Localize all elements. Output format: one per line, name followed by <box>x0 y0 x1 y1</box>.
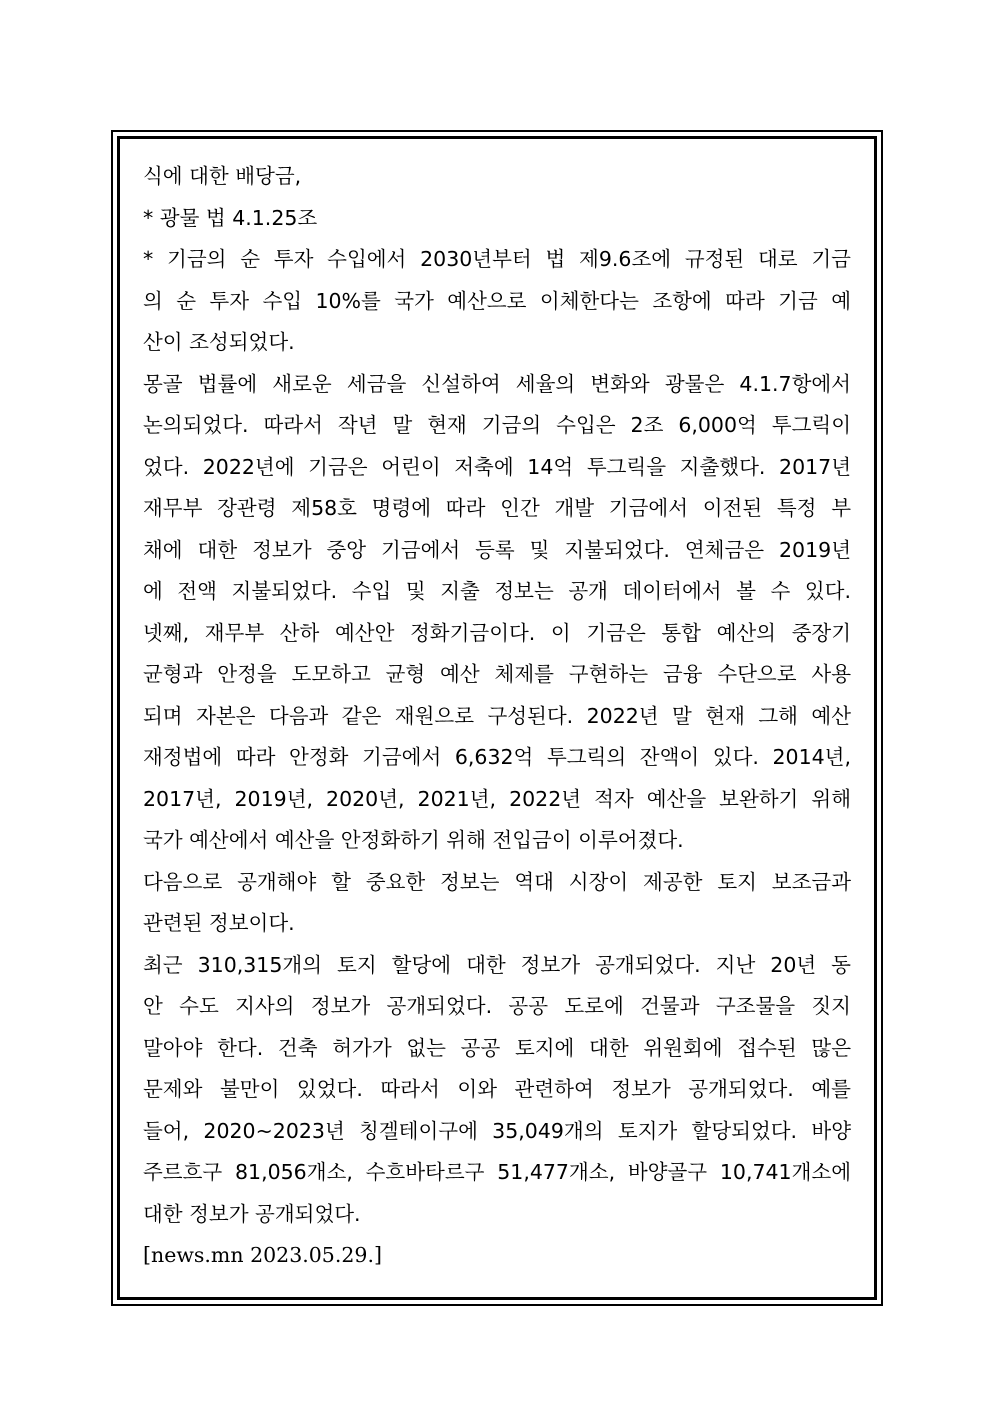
text-line: 의 순 투자 수입 10%를 국가 예산으로 이체한다는 조항에 따라 기금 예 <box>143 288 851 313</box>
text-line: * 광물 법 4.1.25조 <box>143 205 318 230</box>
source-citation: [news.mn 2023.05.29.] <box>143 1243 382 1267</box>
text-line: 넷째, 재무부 산하 예산안 정화기금이다. 이 기금은 통합 예산의 중장기 <box>143 620 851 645</box>
text-line: 균형과 안정을 도모하고 균형 예산 체제를 구현하는 금융 수단으로 사용 <box>143 662 851 686</box>
text-line: * 기금의 순 투자 수입에서 2030년부터 법 제9.6조에 규정된 대로 기금 <box>143 247 851 271</box>
document-body <box>143 156 851 1277</box>
text-line: 다음으로 공개해야 할 중요한 정보는 역대 시장이 제공한 토지 보조금과 <box>143 869 851 894</box>
text-line: 채에 대한 정보가 중앙 기금에서 등록 및 지불되었다. 연체금은 2019년 <box>143 537 851 562</box>
text-line: 되며 자본은 다음과 같은 재원으로 구성된다. 2022년 말 현재 그해 예산 <box>143 703 851 728</box>
text-line: 몽골 법률에 새로운 세금을 신설하여 세율의 변화와 광물은 4.1.7항에서 <box>143 371 851 396</box>
text-line: 산이 조성되었다. <box>143 330 295 354</box>
text-line: 대한 정보가 공개되었다. <box>143 1201 361 1226</box>
text-line: 문제와 불만이 있었다. 따라서 이와 관련하여 정보가 공개되었다. 예를 <box>143 1077 851 1101</box>
text-line: 관련된 정보이다. <box>143 911 295 935</box>
text-line: 재정법에 따라 안정화 기금에서 6,632억 투그릭의 잔액이 있다. 2014년, <box>143 745 851 769</box>
text-line: 었다. 2022년에 기금은 어린이 저축에 14억 투그릭을 지출했다. 2017년 <box>143 454 851 479</box>
text-line: 최근 310,315개의 토지 할당에 대한 정보가 공개되었다. 지난 20년 동 <box>143 952 851 977</box>
text-line: 논의되었다. 따라서 작년 말 현재 기금의 수입은 2조 6,000억 투그릭이 <box>143 413 851 437</box>
text-line: 국가 예산에서 예산을 안정화하기 위해 전입금이 이루어졌다. <box>143 828 684 852</box>
text-line: 들어, 2020~2023년 칭겔테이구에 35,049개의 토지가 할당되었다. 바양 <box>143 1118 851 1143</box>
text-line: 안 수도 지사의 정보가 공개되었다. 공공 도로에 건물과 구조물을 짓지 <box>143 994 851 1018</box>
text-line: 말아야 한다. 건축 허가가 없는 공공 토지에 대한 위원회에 접수된 많은 <box>143 1035 851 1060</box>
text-line: 주르흐구 81,056개소, 수흐바타르구 51,477개소, 바양골구 10,741개소에 <box>143 1160 851 1184</box>
text-line: 에 전액 지불되었다. 수입 및 지출 정보는 공개 데이터에서 볼 수 있다. <box>143 579 851 603</box>
text-line: 식에 대한 배당금, <box>143 164 302 188</box>
text-line: 재무부 장관령 제58호 명령에 따라 인간 개발 기금에서 이전된 특정 부 <box>143 496 851 520</box>
text-line: 2017년, 2019년, 2020년, 2021년, 2022년 적자 예산을 보완하기 위해 <box>143 786 851 811</box>
